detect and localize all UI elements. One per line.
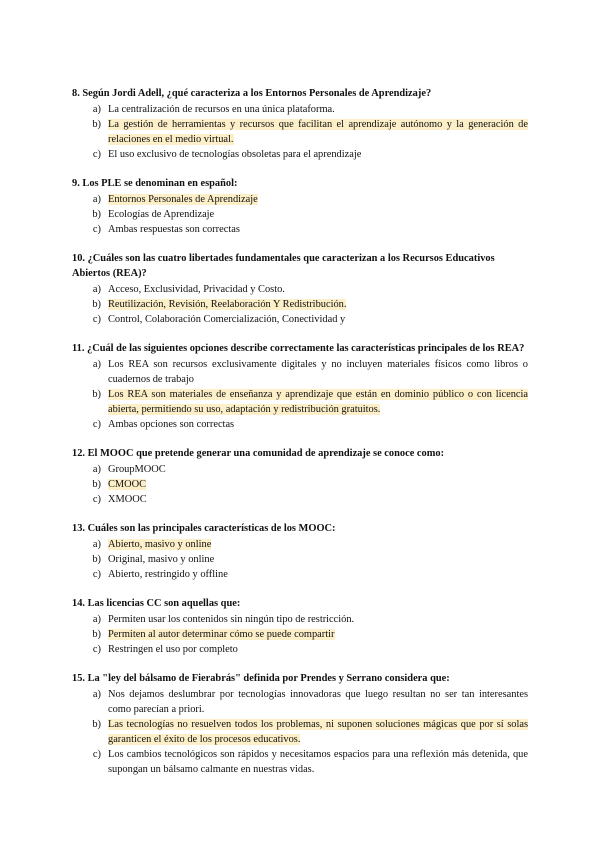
option-text: Control, Colaboración Comercialización, Conectividad y [108,313,346,325]
option-b [72,717,528,747]
option-text-correct: Reutilización, Revisión, Reelaboración Y Redistribución. [108,298,347,310]
option-letter: b) [92,388,101,400]
option-text: Nos dejamos deslumbrar por tecnologías innovadoras que luego resultan no ser tan interesantes como parecían a priori. [108,688,528,715]
option-c [72,567,528,582]
option-letter: a) [92,358,101,370]
option-text-correct: Las tecnologías no resuelven todos los problemas, ni suponen soluciones mágicas que por sí solas garanticen el éxito de los procesos educativos. [108,718,528,745]
question-8 [72,86,528,162]
option-letter: b) [92,478,101,490]
option-letter: b) [92,553,101,565]
option-c [72,222,528,237]
option-letter: b) [92,718,101,730]
option-text: Los cambios tecnológicos son rápidos y necesitamos espacios para una reflexión más detenida, que supongan un bálsamo calmante en nuestras vidas. [108,748,528,775]
option-a [72,462,528,477]
question-title: 11. ¿Cuál de las siguientes opciones describe correctamente las características principales de los REA? [72,343,525,354]
option-text-correct: CMOOC [108,478,147,490]
option-c [72,642,528,657]
quiz-document [72,86,528,791]
option-text: Ambas respuestas son correctas [108,223,240,235]
option-b [72,627,528,642]
question-title: 14. Las licencias CC son aquellas que: [72,598,241,609]
option-b [72,297,528,312]
option-text: La centralización de recursos en una única plataforma. [108,103,335,115]
option-letter: c) [92,223,101,235]
question-13 [72,521,528,582]
option-a [72,612,528,627]
option-text: GroupMOOC [108,463,166,475]
option-letter: c) [92,418,101,430]
option-c [72,147,528,162]
option-letter: a) [92,463,101,475]
option-letter: c) [92,148,101,160]
option-c [72,417,528,432]
option-text: Restringen el uso por completo [108,643,238,655]
option-letter: c) [92,493,101,505]
question-11 [72,341,528,432]
option-letter: c) [92,568,101,580]
question-title: 10. ¿Cuáles son las cuatro libertades fundamentales que caracterizan a los Recursos Educativos Abiertos (REA)? [72,253,495,279]
option-letter: a) [92,103,101,115]
option-letter: b) [92,208,101,220]
option-text: XMOOC [108,493,147,505]
question-title: 9. Los PLE se denominan en español: [72,178,238,189]
option-letter: b) [92,628,101,640]
option-text: El uso exclusivo de tecnologías obsoletas para el aprendizaje [108,148,362,160]
option-text-correct: La gestión de herramientas y recursos que facilitan el aprendizaje autónomo y la generación de relaciones en el medio virtual. [108,118,528,145]
option-text: Los REA son recursos exclusivamente digitales y no incluyen materiales físicos como libros o cuadernos de trabajo [108,358,528,385]
option-b [72,117,528,147]
option-text-correct: Los REA son materiales de enseñanza y aprendizaje que están en dominio público o con licencia abierta, permitiendo su uso, adaptación y redistribución gratuitos. [108,388,528,415]
option-letter: a) [92,283,101,295]
option-a [72,192,528,207]
option-letter: a) [92,193,101,205]
option-c [72,747,528,777]
question-title: 15. La "ley del bálsamo de Fierabrás" definida por Prendes y Serrano considera que: [72,673,450,684]
option-b [72,552,528,567]
option-text: Original, masivo y online [108,553,215,565]
option-letter: a) [92,538,101,550]
option-a [72,282,528,297]
option-text: Permiten usar los contenidos sin ningún tipo de restricción. [108,613,355,625]
option-letter: c) [92,748,101,760]
option-letter: c) [92,643,101,655]
question-title: 8. Según Jordi Adell, ¿qué caracteriza a los Entornos Personales de Aprendizaje? [72,88,432,99]
option-letter: b) [92,298,101,310]
option-c [72,312,528,327]
option-text: Abierto, restringido y offline [108,568,228,580]
option-letter: b) [92,118,101,130]
option-text-correct: Permiten al autor determinar cómo se puede compartir [108,628,335,640]
option-a [72,537,528,552]
question-9 [72,176,528,237]
question-14 [72,596,528,657]
option-a [72,102,528,117]
option-letter: c) [92,313,101,325]
option-letter: a) [92,688,101,700]
option-text-correct: Abierto, masivo y online [108,538,212,550]
option-a [72,687,528,717]
option-c [72,492,528,507]
option-text: Acceso, Exclusividad, Privacidad y Costo. [108,283,285,295]
option-letter: a) [92,613,101,625]
option-text-correct: Entornos Personales de Aprendizaje [108,193,258,205]
question-12 [72,446,528,507]
option-text: Ecologías de Aprendizaje [108,208,215,220]
question-10 [72,251,528,327]
option-b [72,477,528,492]
option-text: Ambas opciones son correctas [108,418,235,430]
option-b [72,207,528,222]
question-title: 12. El MOOC que pretende generar una comunidad de aprendizaje se conoce como: [72,448,445,459]
option-a [72,357,528,387]
question-15 [72,671,528,777]
option-b [72,387,528,417]
question-title: 13. Cuáles son las principales características de los MOOC: [72,523,336,534]
